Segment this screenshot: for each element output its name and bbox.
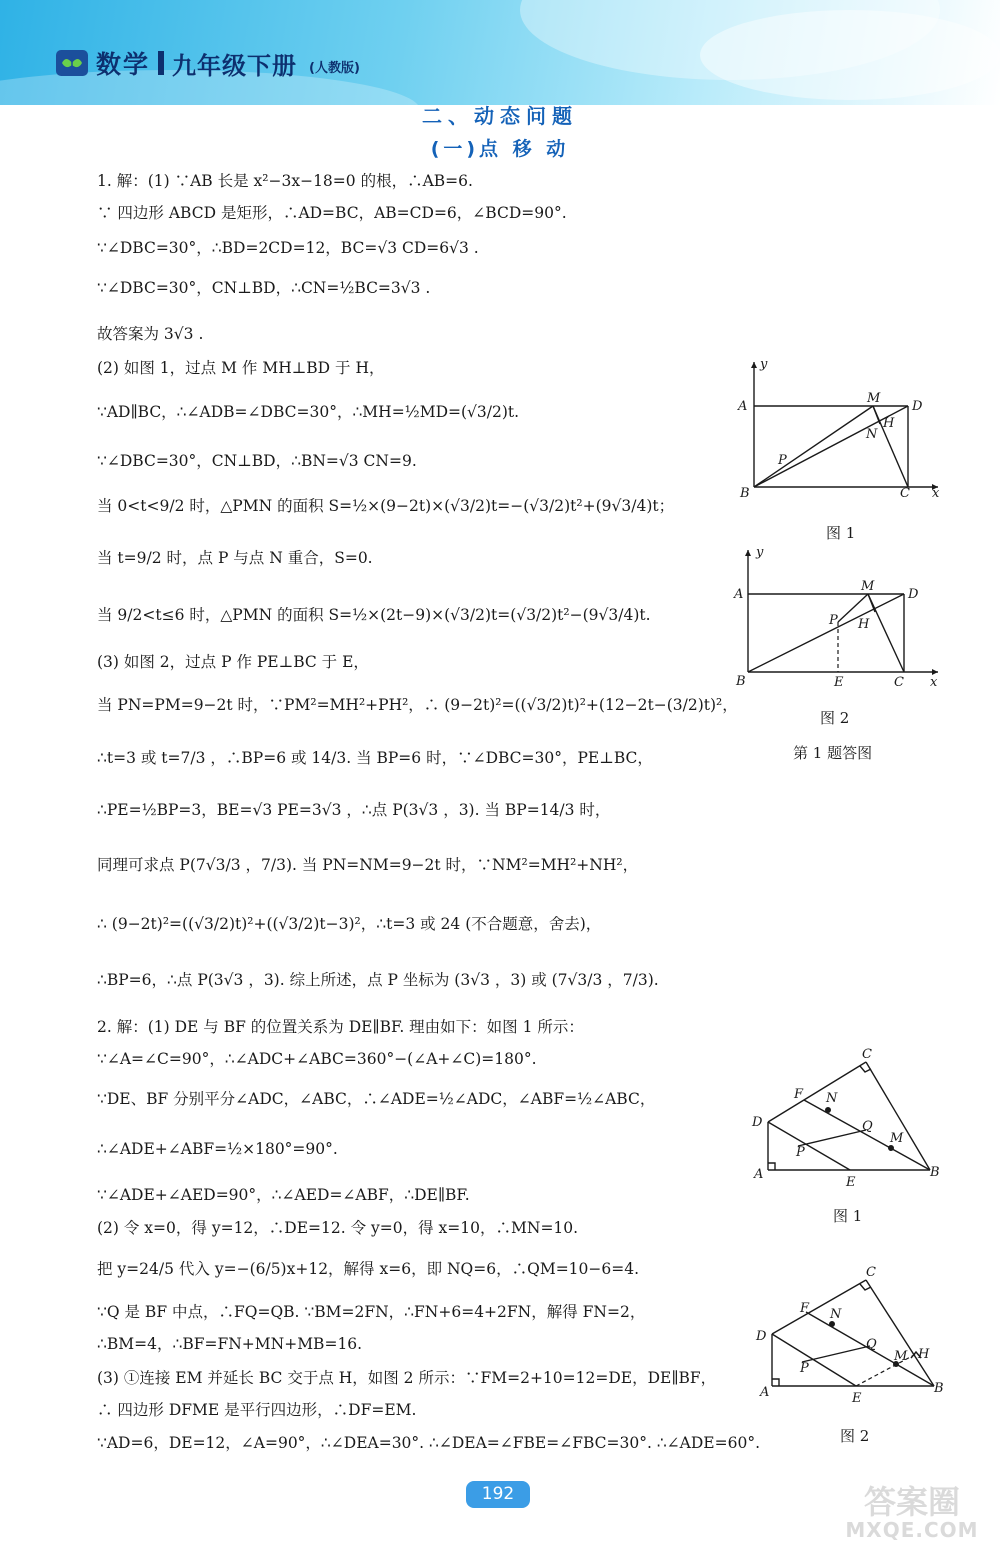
text-line: ∴BM=4，∴BF=FN+MN+MB=16. xyxy=(97,1335,363,1353)
figure-label: y xyxy=(760,357,768,372)
text-line: ∵Q 是 BF 中点，∴FQ=QB. ∵BM=2FN，∴FN+6=4+2FN，解得 FN=2， xyxy=(97,1303,646,1321)
text-line: ∵∠DBC=30°，CN⊥BD，∴BN=√3 CN=9. xyxy=(97,452,417,470)
text-line: 当 9/2<t≤6 时，△PMN 的面积 S=½×(2t−9)×(√3/2)t=(√3/2)t²−(9√3/4)t. xyxy=(97,606,651,624)
text-line: ∵DE、BF 分别平分∠ADC，∠ABC，∴∠ADE=½∠ADC，∠ABF=½∠ABC， xyxy=(97,1090,656,1108)
text-line: (2) 令 x=0，得 y=12，∴DE=12. 令 y=0，得 x=10，∴MN=10. xyxy=(97,1219,579,1237)
text-line: ∵∠DBC=30°，∴BD=2CD=12，BC=√3 CD=6√3 . xyxy=(97,239,479,257)
q1-figure-2 xyxy=(728,540,950,690)
figure-label: N xyxy=(830,1307,842,1322)
text-line: ∵ 四边形 ABCD 是矩形，∴AD=BC，AB=CD=6，∠BCD=90°. xyxy=(97,204,567,222)
figure-label: C xyxy=(862,1047,872,1062)
q2-figure-1 xyxy=(748,1042,948,1192)
figure-label: E xyxy=(834,675,844,690)
grade-label: 九年级下册 xyxy=(172,51,298,80)
text-line: ∴ (9−2t)²=((√3/2)t)²+((√3/2)t−3)²，∴t=3 或 24 (不合题意，舍去)， xyxy=(97,915,602,933)
figure-label: B xyxy=(930,1165,940,1180)
figure-label: H xyxy=(918,1347,930,1362)
figure-label: A xyxy=(760,1385,770,1400)
text-line: ∵∠DBC=30°，CN⊥BD，∴CN=½BC=3√3 . xyxy=(97,279,431,297)
watermark-title: 答案圈 xyxy=(863,1483,960,1521)
figure-label: B xyxy=(934,1381,944,1396)
figure-label: M xyxy=(894,1349,908,1364)
text-line: (3) 如图 2，过点 P 作 PE⊥BC 于 E， xyxy=(97,653,369,671)
figure-label: D xyxy=(912,399,923,414)
figure-caption: 图 1 xyxy=(833,1207,863,1225)
figure-label: P xyxy=(829,613,838,628)
text-line: 同理可求点 P(7√3/3 ，7/3). 当 PN=NM=9−2t 时，∵NM²=MH²+NH²， xyxy=(97,856,639,874)
text-line: ∴∠ADE+∠ABF=½×180°=90°. xyxy=(97,1140,338,1158)
figure-label: H xyxy=(858,617,870,632)
figure-label: M xyxy=(890,1131,904,1146)
text-line: ∵AD∥BC，∴∠ADB=∠DBC=30°，∴MH=½MD=(√3/2)t. xyxy=(97,403,520,421)
figure-label: P xyxy=(800,1361,809,1376)
figure-label: P xyxy=(796,1145,805,1160)
figure-label: A xyxy=(754,1167,764,1182)
q1-figure-1 xyxy=(728,352,950,502)
text-line: ∵∠A=∠C=90°，∴∠ADC+∠ABC=360°−(∠A+∠C)=180°. xyxy=(97,1050,537,1068)
text-line: ∴t=3 或 t=7/3 ，∴BP=6 或 14/3. 当 BP=6 时，∵∠DBC=30°，PE⊥BC， xyxy=(97,749,653,767)
section-title: 二、动态问题 xyxy=(422,104,578,128)
text-line: (3) ①连接 EM 并延长 BC 交于点 H，如图 2 所示：∵FM=2+10=12=DE，DE∥BF， xyxy=(97,1369,717,1387)
figure-label: A xyxy=(738,399,748,414)
q2-figure-2 xyxy=(748,1262,948,1412)
figure-label: F xyxy=(794,1087,804,1102)
subject-label: 数学 xyxy=(96,50,151,79)
leaf-book-icon xyxy=(56,50,88,76)
figure-label: Q xyxy=(862,1119,873,1134)
figure-label: E xyxy=(852,1391,862,1406)
figure-label: P xyxy=(778,453,787,468)
figure-label: B xyxy=(740,486,750,501)
figure-label: Q xyxy=(866,1337,877,1352)
page-number: 192 xyxy=(466,1481,530,1508)
figure-label: F xyxy=(800,1301,810,1316)
figure-label: D xyxy=(756,1329,767,1344)
figure-label: B xyxy=(736,674,746,689)
figure-label: C xyxy=(866,1265,876,1280)
figure-label: M xyxy=(867,391,881,406)
text-line: 2. 解：(1) DE 与 BF 的位置关系为 DE∥BF. 理由如下：如图 1 所示： xyxy=(97,1018,584,1036)
site-watermark xyxy=(832,1485,992,1543)
text-line: ∴ 四边形 DFME 是平行四边形，∴DF=EM. xyxy=(97,1401,417,1419)
figure-label: D xyxy=(752,1115,763,1130)
text-line: ∴BP=6，∴点 P(3√3 ，3). 综上所述，点 P 坐标为 (3√3 ，3) 或 (7√3/3 ，7/3). xyxy=(97,971,659,989)
text-line: ∵AD=6，DE=12，∠A=90°，∴∠DEA=30°. ∴∠DEA=∠FBE=∠FBC=30°. ∴∠ADE=60°. xyxy=(97,1434,760,1452)
text-line: 1. 解：(1) ∵AB 长是 x²−3x−18=0 的根，∴AB=6. xyxy=(97,172,473,190)
text-line: ∵∠ADE+∠AED=90°，∴∠AED=∠ABF，∴DE∥BF. xyxy=(97,1186,470,1204)
figure-caption: 图 1 xyxy=(826,524,856,542)
text-line: 当 0<t<9/2 时，△PMN 的面积 S=½×(9−2t)×(√3/2)t=−(√3/2)t²+(9√3/4)t； xyxy=(97,497,675,515)
figure-label: x xyxy=(932,486,940,501)
text-line: 故答案为 3√3 . xyxy=(97,325,204,343)
subsection-title: (一)点 移 动 xyxy=(430,138,570,160)
text-line: ∴PE=½BP=3，BE=√3 PE=3√3 ，∴点 P(3√3 ，3). 当 BP=14/3 时， xyxy=(97,801,611,819)
brand-divider xyxy=(158,51,164,75)
figure-caption: 图 2 xyxy=(820,709,850,727)
figure-label: M xyxy=(861,579,875,594)
figure-label: C xyxy=(900,486,910,501)
figure-label: H xyxy=(883,416,895,431)
figure-label: E xyxy=(846,1175,856,1190)
text-line: 把 y=24/5 代入 y=−(6/5)x+12，解得 x=6，即 NQ=6，∴QM=10−6=4. xyxy=(97,1260,640,1278)
figure-label: D xyxy=(908,587,919,602)
figure-label: C xyxy=(894,675,904,690)
text-line: 当 t=9/2 时，点 P 与点 N 重合，S=0. xyxy=(97,549,373,567)
text-line: (2) 如图 1，过点 M 作 MH⊥BD 于 H， xyxy=(97,359,385,377)
figure-label: x xyxy=(930,675,938,690)
figure-label: A xyxy=(734,587,744,602)
book-brand xyxy=(56,48,360,78)
watermark-url: MXQE.COM xyxy=(845,1518,979,1542)
figure-label: y xyxy=(756,545,764,560)
q1-figures-caption: 第 1 题答图 xyxy=(793,744,873,762)
figure-label: N xyxy=(826,1091,838,1106)
text-line: 当 PN=PM=9−2t 时，∵PM²=MH²+PH²，∴ (9−2t)²=((√3/2)t)²+(12−2t−(3/2)t)²， xyxy=(97,696,738,714)
edition-label: (人教版) xyxy=(309,60,360,76)
figure-caption: 图 2 xyxy=(840,1427,870,1445)
figure-label: N xyxy=(866,427,878,442)
